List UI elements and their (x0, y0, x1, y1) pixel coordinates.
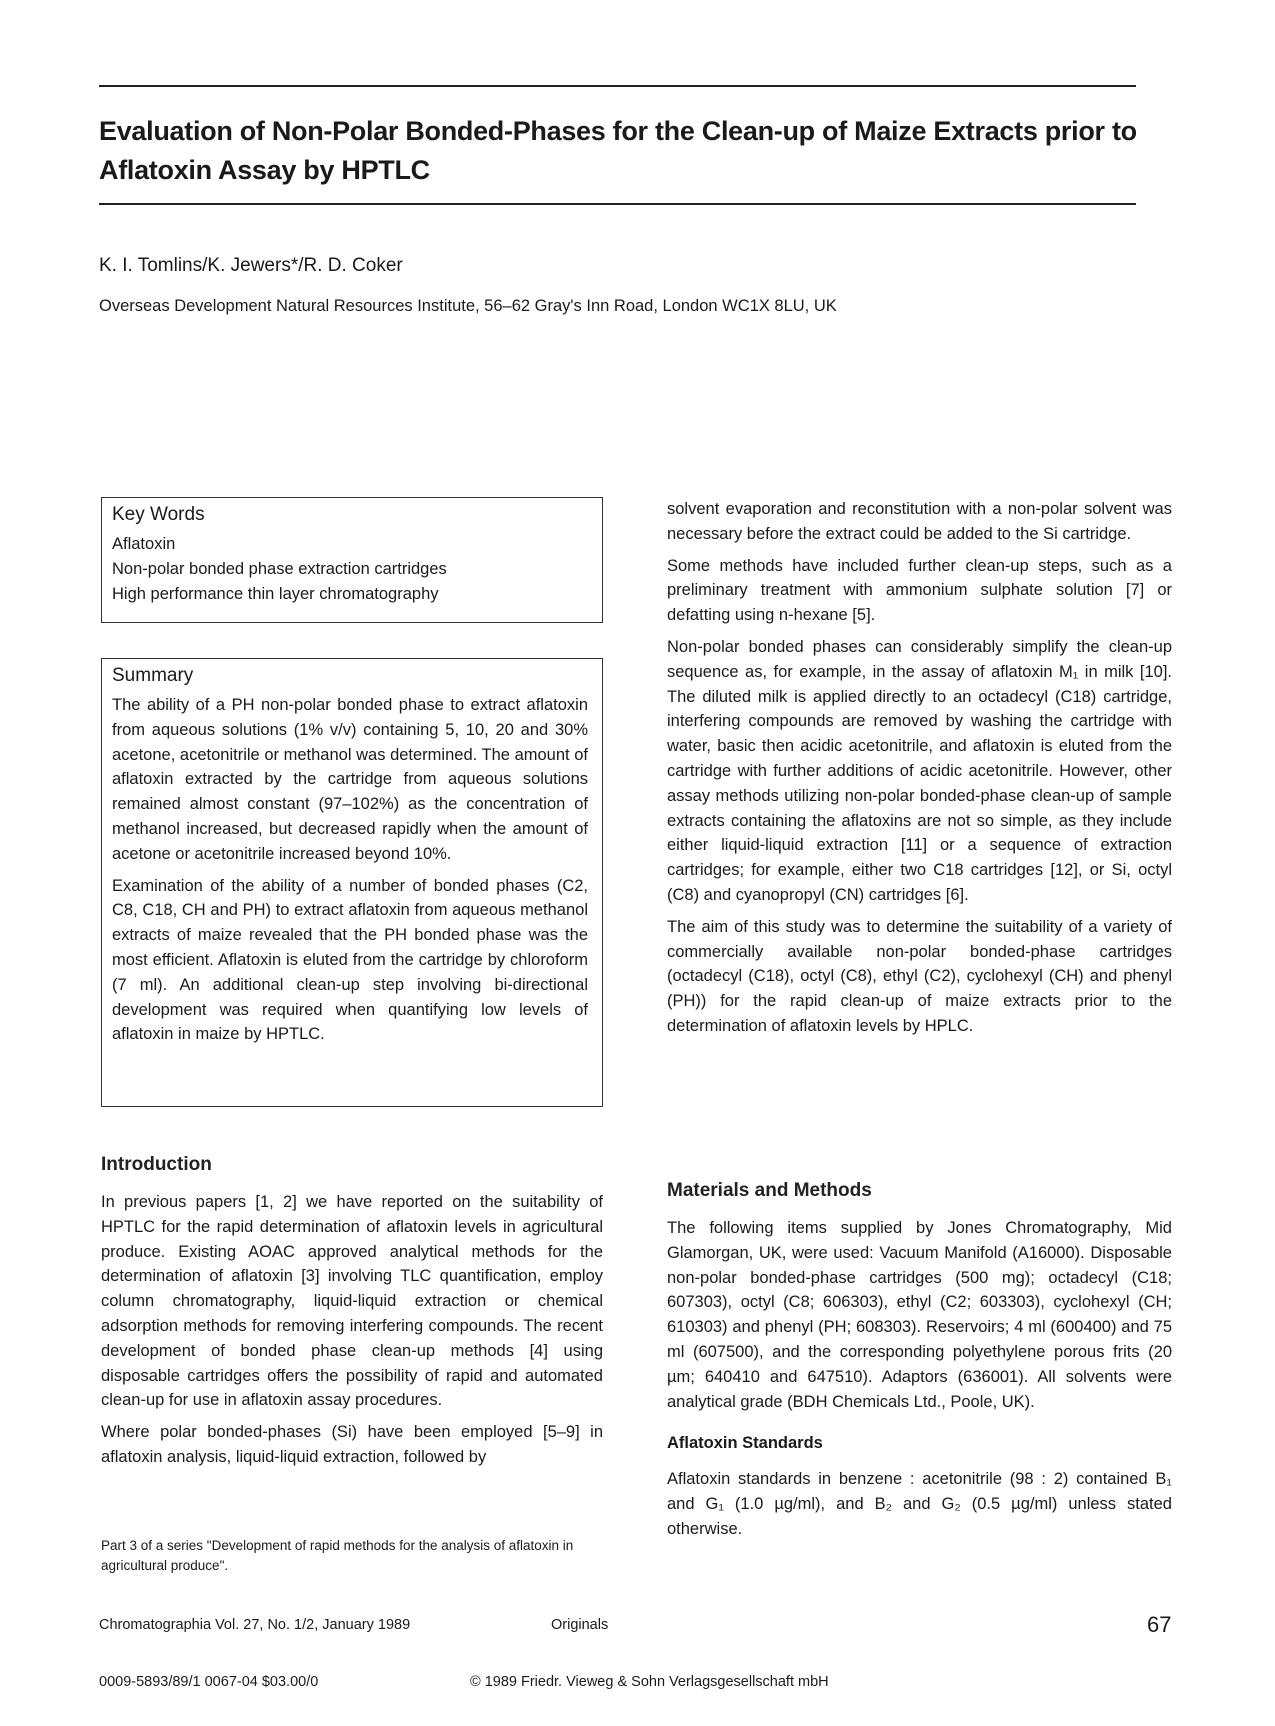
materials-section (667, 1180, 1172, 1549)
top-rule (99, 85, 1136, 87)
standards-subheading: Aflatoxin Standards (667, 1434, 823, 1453)
article-code: 0009-5893/89/1 0067-04 $03.00/0 (99, 1674, 319, 1690)
affiliation: Overseas Development Natural Resources Institute, 56–62 Gray's Inn Road, London WC1X 8LU, UK (99, 297, 837, 315)
authors: K. I. Tomlins/K. Jewers*/R. D. Coker (99, 255, 403, 276)
title-rule (99, 203, 1136, 205)
section-label: Originals (551, 1617, 609, 1633)
body-paragraph: The aim of this study was to determine the suitability of a variety of commercially available non-polar bonded-phase cartridges (octadecyl (C18), octyl (C8), ethyl (C2), cyclohexyl (CH) and phenyl (PH)) for the rapid clean-up of maize extracts prior to the determination of aflatoxin levels by HPLC. (667, 917, 1172, 1035)
summary-paragraph: Examination of the ability of a number of bonded phases (C2, C8, C18, CH and PH) to extract aflatoxin from aqueous methanol extracts of maize revealed that the PH bonded phase was the most efficient. Aflatoxin is eluted from the cartridge by chloroform (7 ml). An additional clean-up step involving bi-directional development was required when quantifying low levels of aflatoxin in maize by HPTLC. (112, 876, 588, 1044)
key-word: Non-polar bonded phase extraction cartridges (112, 560, 447, 578)
body-paragraph: Some methods have included further clean-up steps, such as a preliminary treatment with ammonium sulphate solution [7] or defatting using n-hexane [5]. (667, 556, 1172, 625)
key-word: High performance thin layer chromatography (112, 585, 439, 603)
paper-title: Evaluation of Non-Polar Bonded-Phases for the Clean-up of Maize Extracts prior to Aflatoxin Assay by HPTLC (99, 116, 1137, 185)
key-words-box (101, 497, 603, 623)
key-words-heading: Key Words (112, 504, 205, 525)
body-paragraph: Non-polar bonded phases can considerably simplify the clean-up sequence as, for example, in the assay of aflatoxin M₁ in milk [10]. The diluted milk is applied directly to an octadecyl (C18) cartridge, interfering compounds are removed by washing the cartridge with water, basic then acidic acetonitrile, and aflatoxin is eluted from the cartridge with further additions of acidic acetonitrile. However, other assay methods utilizing non-polar bonded-phase clean-up of sample extracts containing the aflatoxins are not so simple, as they include either liquid-liquid extraction [11] or a sequence of extraction cartridges; for example, either two C18 cartridges [12], or Si, octyl (C8) and cyanopropyl (CN) cartridges [6]. (667, 637, 1172, 904)
right-column (667, 497, 1172, 1046)
copyright: © 1989 Friedr. Vieweg & Sohn Verlagsgesellschaft mbH (470, 1674, 829, 1690)
body-paragraph: solvent evaporation and reconstitution with a non-polar solvent was necessary before the extract could be added to the Si cartridge. (667, 500, 1172, 543)
standards-paragraph: Aflatoxin standards in benzene : acetonitrile (98 : 2) contained B₁ and G₁ (1.0 µg/ml), and B₂ and G₂ (0.5 µg/ml) unless stated otherwise. (667, 1470, 1172, 1538)
summary-heading: Summary (112, 665, 194, 686)
footnote: Part 3 of a series "Development of rapid methods for the analysis of aflatoxin in agricultural produce". (101, 1538, 574, 1573)
introduction-heading: Introduction (101, 1154, 212, 1175)
intro-paragraph: In previous papers [1, 2] we have reported on the suitability of HPTLC for the rapid determination of aflatoxin levels in agricultural produce. Existing AOAC approved analytical methods for the determination of aflatoxin [3] involving TLC quantification, employ column chromatography, liquid-liquid extraction or chemical adsorption methods for removing interfering compounds. The recent development of bonded phase clean-up methods [4] using disposable cartridges offers the possibility of rapid and automated clean-up for use in aflatoxin assay procedures. (101, 1193, 603, 1410)
materials-paragraph: The following items supplied by Jones Chromatography, Mid Glamorgan, UK, were used: Vacuum Manifold (A16000). Disposable non-polar bonded-phase cartridges (500 mg); octadecyl (C18; 607303), octyl (C8; 606303), ethyl (C2; 603303), cyclohexyl (CH; 610303) and phenyl (PH; 608303). Reservoirs; 4 ml (600400) and 75 ml (607500), and the corresponding polyethylene porous frits (20 µm; 640410 and 647510). Adaptors (636001). All solvents were analytical grade (BDH Chemicals Ltd., Poole, UK). (667, 1219, 1172, 1411)
journal-citation: Chromatographia Vol. 27, No. 1/2, January 1989 (99, 1617, 411, 1633)
summary-paragraph: The ability of a PH non-polar bonded phase to extract aflatoxin from aqueous solutions (1% v/v) containing 5, 10, 20 and 30% acetone, acetonitrile or methanol was determined. The amount of aflatoxin extracted by the cartridge from aqueous solutions remained almost constant (97–102%) as the concentration of methanol increased, but decreased rapidly when the amount of acetone or acetonitrile increased beyond 10%. (112, 696, 588, 863)
page-number: 67 (1147, 1612, 1172, 1637)
key-word: Aflatoxin (112, 535, 176, 553)
intro-paragraph: Where polar bonded-phases (Si) have been employed [5–9] in aflatoxin analysis, liquid-liquid extraction, followed by (101, 1423, 603, 1466)
materials-heading: Materials and Methods (667, 1180, 872, 1201)
summary-box (101, 658, 603, 1107)
introduction-section (101, 1154, 603, 1477)
